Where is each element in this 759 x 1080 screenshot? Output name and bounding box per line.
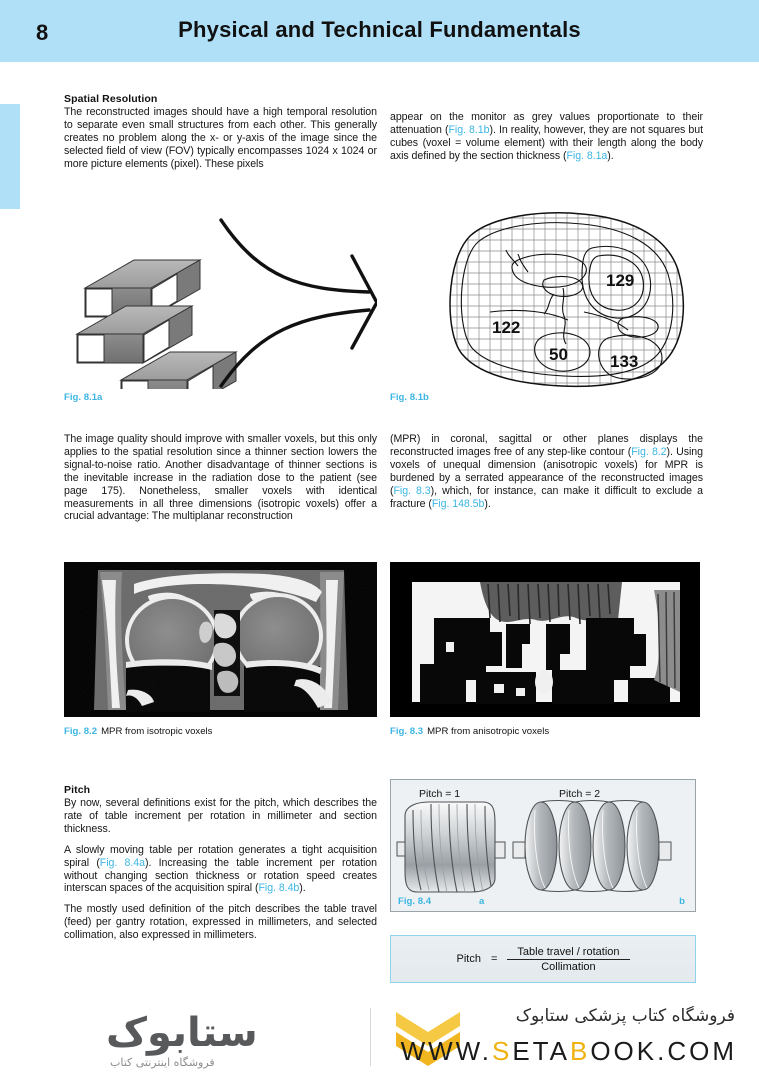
figure-8-1a-caption [64,392,106,403]
text-run: (MPR) in coronal, sagittal or other planes displays the reconstructed images free of any step-like contour ( [390,433,703,458]
left-column-top [64,93,377,171]
figure-8-1b-voxel-contour [432,208,702,393]
paragraph-image-quality: The image quality should improve with smaller voxels, but this only applies to the spatial resolution since a thinner section lowers the signal-to-noise ratio. Another disadvantage of thinner sections is the inevitable increase in the radiation dose to the patient (see page 175). Nonetheless, smaller voxels with identical measurements in all three dimensions (isotropic voxels) offer a crucial advantage: The multiplanar reconstruction [64,433,377,523]
page-number: 8 [36,20,49,45]
section-heading-pitch: Pitch [64,784,91,796]
text-run: appear on the monitor as grey values proportionate to their attenuation ( [390,111,703,136]
figure-8-3-label: Fig. 8.3 [390,726,424,737]
figure-8-2-text: MPR from isotropic voxels [101,726,213,737]
ct-value-133: 133 [610,352,639,371]
text-run: ). [484,497,491,510]
paragraph-mpr [390,433,703,510]
figure-8-4-title-left: Pitch = 1 [419,788,461,800]
footer-url-s: S [492,1036,513,1066]
figure-8-4-title-right: Pitch = 2 [559,788,601,800]
figure-8-4-svg [391,780,695,911]
figure-8-2-caption [64,726,212,737]
figure-8-1b-svg [432,208,702,393]
footer-divider [370,1008,371,1066]
paragraph-pitch-definition: By now, several definitions exist for the pitch, which describes the rate of table increment per rotation in millimeter and section thickness. [64,797,377,835]
figure-8-4-sub-a: a [479,896,485,907]
text-run: ). In reality, however, they are not squares but cubes (voxel = volume element) with their length along the body axis defined by the section thickness ( [390,123,703,162]
section-heading-spatial-resolution: Spatial Resolution [64,93,158,105]
footer-url-part1: WWW. [400,1036,492,1066]
figure-ref-8-2[interactable]: Fig. 8.2 [631,445,667,458]
formula-fraction [507,946,629,973]
ct-image-anisotropic-svg [390,562,700,717]
ct-image-isotropic [64,562,377,717]
text-run: ). Increasing the table increment per rotation without changing section thickness or rotation speed creates interscan spaces of the acquisition spiral ( [64,856,377,895]
figure-ref-8-4a[interactable]: Fig. 8.4a [99,856,145,869]
pitch-formula-box [390,935,696,983]
paragraph-grey-values [390,111,703,163]
ct-value-122: 122 [492,318,521,337]
footer-url-eta: ETA [512,1036,570,1066]
text-run: ). [299,882,306,895]
spiral-pitch-1 [397,802,505,892]
left-column-middle [64,433,377,523]
text-run: ). [607,149,614,162]
footer-banner [0,996,759,1080]
figure-8-4-label: Fig. 8.4 [398,896,432,907]
left-column-pitch [64,784,377,942]
paragraph-pitch-common-definition: The mostly used definition of the pitch describes the table travel (feed) per gantry rotation, expressed in millimeters, and selected collimation, also expressed in millimeters. [64,903,377,942]
page-title: Physical and Technical Fundamentals [178,17,581,42]
spiral-pitch-2 [513,801,671,892]
ct-image-anisotropic [390,562,700,717]
figure-8-1a-svg [64,214,377,389]
footer-tagline: فروشگاه کتاب پزشکی ستابوک [515,1006,735,1026]
arrow-icon [221,220,376,386]
text-run: ). Using voxels of unequal dimension (anisotropic voxels) for MPR is burdened by a serrated appearance of the reconstructed images ( [390,445,703,497]
figure-8-2-label: Fig. 8.2 [64,726,98,737]
figure-ref-8-1a[interactable]: Fig. 8.1a [566,149,608,162]
figure-8-3-text: MPR from anisotropic voxels [427,726,550,737]
figure-8-1a-voxel-bars [64,214,377,389]
paragraph-pitch-spiral [64,844,377,896]
setabook-logo-word: ستابوک [106,1010,258,1056]
right-column-top [390,111,703,163]
ct-image-isotropic-svg [64,562,377,717]
setabook-logo[interactable] [48,1004,388,1074]
figure-8-1b-caption [390,392,433,403]
figure-8-3-caption [390,726,549,737]
formula-lhs: Pitch [456,953,481,965]
paragraph-spatial-resolution: The reconstructed images should have a high temporal resolution to separate even small structures from each other. This generally creates no problem along the x- or y-axis of the image since the selected field of view (FOV) typically encompasses 1024 x 1024 or more picture elements (pixel). These pixels [64,106,377,170]
figure-ref-8-1b[interactable]: Fig. 8.1b [448,123,490,136]
formula-equals: = [490,953,498,965]
footer-url-b: B [569,1036,591,1066]
setabook-logo-subtitle: فروشگاه اینترنتی کتاب [110,1056,215,1069]
figure-8-4-sub-b: b [679,896,685,907]
figure-8-1b-label: Fig. 8.1b [390,392,429,403]
figure-8-4-panel [390,779,696,912]
formula-denominator: Collimation [541,960,596,973]
figure-ref-8-4b[interactable]: Fig. 8.4b [258,882,300,895]
figure-8-1a-label: Fig. 8.1a [64,392,103,403]
chapter-edge-tab [0,104,20,209]
footer-url-part2: OOK.COM [590,1036,737,1066]
text-run: ), which, for instance, can make it difficult to exclude a fracture ( [390,484,703,510]
footer-url[interactable] [401,1036,737,1067]
formula-numerator: Table travel / rotation [517,945,620,958]
right-column-middle [390,433,703,510]
ct-value-129: 129 [606,271,635,290]
ct-value-50: 50 [549,345,568,364]
text-run: A slowly moving table per rotation generates a tight acquisition spiral ( [64,843,377,869]
figure-ref-8-3[interactable]: Fig. 8.3 [393,484,431,497]
figure-ref-148-5b[interactable]: Fig. 148.5b [431,497,485,510]
